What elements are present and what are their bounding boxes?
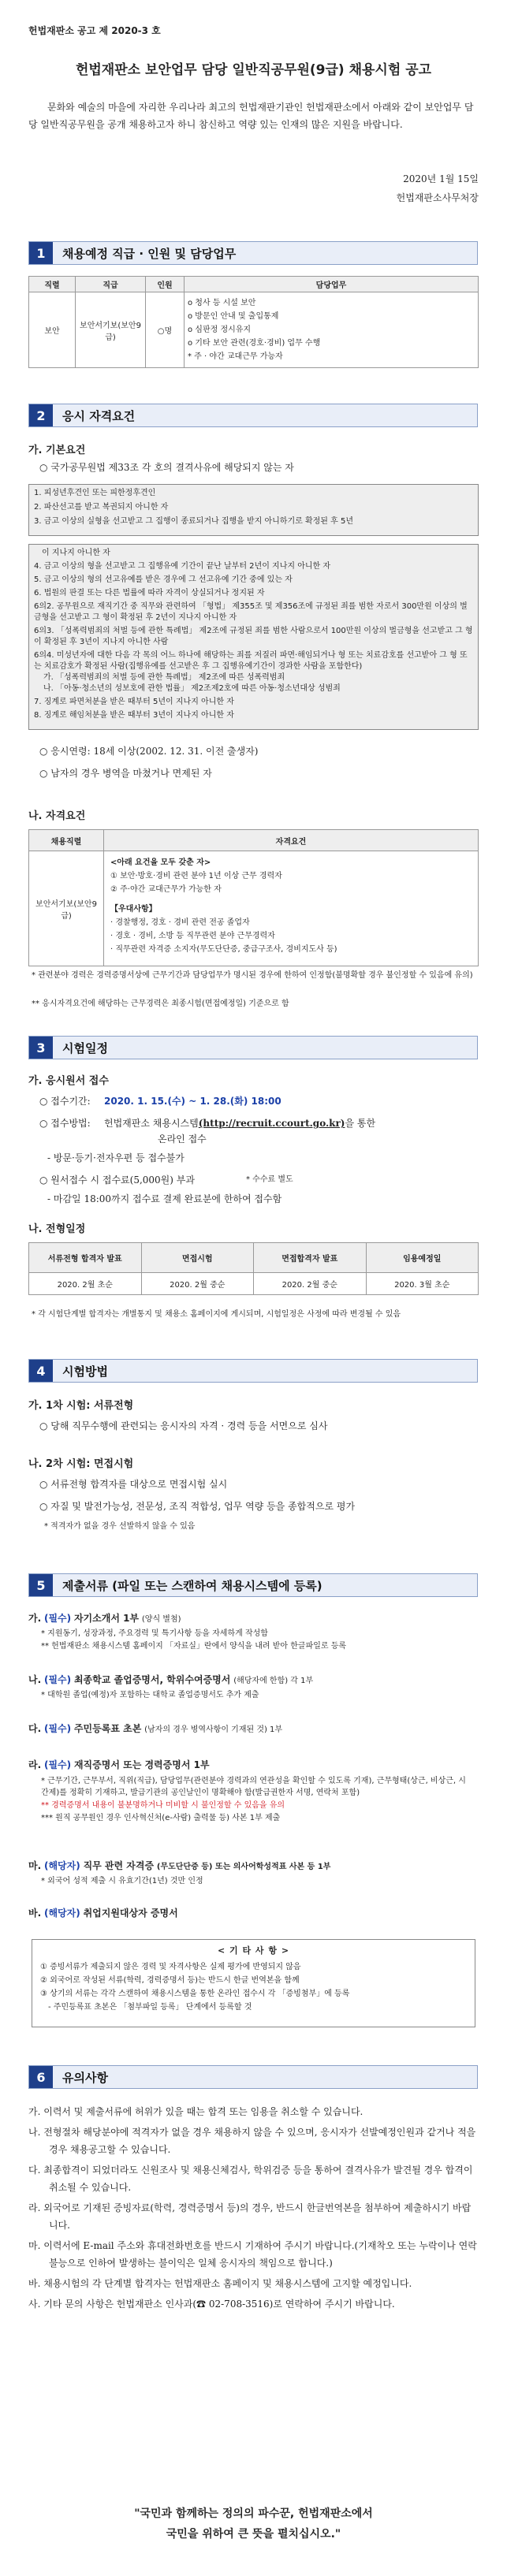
doc-tag: (필수) <box>43 1759 72 1770</box>
doc-tag: (해당자) <box>43 1908 80 1919</box>
doc-title: 최종학교 졸업증명서, 학위수여증명서 <box>73 1674 231 1685</box>
doc-letter: 바. <box>28 1908 42 1919</box>
doc-item-f <box>28 1906 479 1920</box>
closing-line-1: "국민과 함께하는 정의의 파수꾼, 헌법재판소에서 <box>134 2507 373 2520</box>
disq-item: 나. 「아동·청소년의 성보호에 관한 법률」 제2조제2호에 따른 아동·청소년대상 성범죄 <box>43 684 341 693</box>
caution-item: 가. 이력서 및 제출서류에 허위가 있을 때는 합격 또는 임용을 취소할 수 있습니다. <box>28 2106 363 2117</box>
doc-extra: (양식 별첨) <box>141 1615 181 1624</box>
recruit-link[interactable]: (http://recruit.ccourt.go.kr) <box>198 1118 345 1129</box>
pref-item: · 경찰행정, 경호 · 경비 관련 전공 졸업자 <box>110 918 250 927</box>
requirements-cell <box>104 851 479 966</box>
sched-a-period-label: ○ 접수기간: <box>39 1096 91 1107</box>
duty-item: o 기타 보안 관련(경호·경비) 업무 수행 <box>188 339 321 348</box>
doc-extra: (해당자에 한함) 각 1부 <box>233 1677 314 1685</box>
caution-item: 마. 이력서에 E-mail 주소와 휴대전화번호를 반드시 기재하여 주시기 바랍니다.(기재착오 또는 누락이나 연락불능으로 인하여 발생하는 불이익은 일체 응시자의 책임으로 합니다.) <box>28 2240 477 2269</box>
col-header: 면접합격자 발표 <box>254 1243 367 1273</box>
duties-cell <box>185 292 479 368</box>
disq-item: 6의3. 「성폭력범죄의 처벌 등에 관한 특례법」 제2조에 규정된 죄를 범한 사람으로서 100만원 이상의 벌금형을 선고받고 그 형이 확정된 후 3년이 지나지 아니한 사람 <box>34 627 473 646</box>
col-header: 직급 <box>76 277 146 292</box>
disq-item: 2. 파산선고를 받고 복권되지 아니한 자 <box>34 503 169 512</box>
disq-item: 6의4. 미성년자에 대한 다음 각 목의 어느 하나에 해당하는 죄를 저질러 파면·해임되거나 형 또는 치료감호를 선고받아 그 형 또는 치료감호가 확정된 사람(집행유예를 선고받은 후 그 집행유예기간이 경과한 사람을 포함한다) <box>34 651 468 671</box>
notice-number: 헌법재판소 공고 제 2020-3 호 <box>28 25 161 36</box>
exam-2-text: ○ 자질 및 발전가능성, 전문성, 조직 적합성, 업무 역량 등을 종합적으로 평가 <box>39 1501 356 1512</box>
table-cell: 2020. 2월 중순 <box>254 1273 367 1295</box>
exam-2-note: * 적격자가 없을 경우 선발하지 않을 수 있음 <box>44 1522 196 1531</box>
req-item: ① 보안·방호·경비 관련 분야 1년 이상 근무 경력자 <box>110 872 282 880</box>
col-header: 자격요건 <box>104 830 479 851</box>
col-header: 담당업무 <box>185 277 479 292</box>
doc-tag: (필수) <box>43 1613 72 1624</box>
section-title: 시험일정 <box>62 1040 108 1055</box>
doc-tag: (해당자) <box>43 1860 80 1871</box>
disqualification-box-1 <box>28 484 479 536</box>
disq-item: 4. 금고 이상의 형을 선고받고 그 집행유예 기간이 끝난 날부터 2년이 지나지 아니한 자 <box>34 562 331 571</box>
schedule-table <box>28 1242 479 1295</box>
section-1-header <box>28 241 478 265</box>
etc-item: ① 증빙서류가 제출되지 않은 경력 및 자격사항은 실제 평가에 반영되지 않음 <box>40 1963 301 1971</box>
requirements-table <box>28 829 479 966</box>
table-cell: ○명 <box>146 292 185 368</box>
doc-title: 자기소개서 1부 <box>73 1613 140 1624</box>
disq-item: 6의2. 공무원으로 재직기간 중 직무와 관련하여 「형법」 제355조 및 제356조에 규정된 죄를 범한 자로서 300만원 이상의 벌금형을 선고받고 그 형이 확정된 후 2년이 지나지 아니한 자 <box>34 602 468 622</box>
exam-2-text: ○ 서류전형 합격자를 대상으로 면접시험 실시 <box>39 1479 228 1490</box>
section-5-header <box>28 1573 478 1597</box>
qual-basic-text: ○ 국가공무원법 제33조 각 호의 결격사유에 해당되지 않는 자 <box>39 462 294 473</box>
section-title: 채용예정 직급 · 인원 및 담당업무 <box>62 246 237 261</box>
disq-item: 6. 법원의 판결 또는 다른 법률에 따라 자격이 상실되거나 정지된 자 <box>34 589 265 597</box>
section-number: 6 <box>29 2066 53 2088</box>
doc-note: * 대학원 졸업(예정)자 포함하는 대학교 졸업증명서도 추가 제출 <box>41 1691 259 1699</box>
sched-a-method-label: ○ 접수방법: <box>39 1118 91 1129</box>
method-text: 헌법재판소 채용시스템 <box>104 1118 199 1129</box>
doc-item-a <box>28 1611 479 1652</box>
etc-item: ② 외국어로 작성된 서류(학력, 경력증명서 등)는 반드시 한글 번역본을 함께 <box>40 1976 300 1985</box>
caution-item: 라. 외국어로 기재된 증빙자료(학력, 경력증명서 등)의 경우, 반드시 한글번역본을 첨부하여 제출하시기 바랍니다. <box>28 2202 472 2231</box>
caution-item: 사. 기타 문의 사항은 헌법재판소 인사과(☎ 02-708-3516)로 연락하여 주시기 바랍니다. <box>28 2299 395 2310</box>
col-header: 직렬 <box>29 277 76 292</box>
disq-item: 1. 피성년후견인 또는 피한정후견인 <box>34 489 156 497</box>
section-number: 4 <box>29 1360 53 1382</box>
sched-note: * 각 시험단계별 합격자는 개별통지 및 채용소 홈페이지에 게시되며, 시험일정은 사정에 따라 변경될 수 있음 <box>32 1310 401 1319</box>
age-requirement: ○ 응시연령: 18세 이상(2002. 12. 31. 이전 출생자) <box>39 746 259 757</box>
table-cell: 보안서기보(보안9급) <box>29 851 104 966</box>
duty-item: * 주 · 야간 교대근무 가능자 <box>188 352 283 361</box>
section-4-header <box>28 1359 478 1383</box>
section-6-header <box>28 2065 478 2089</box>
caution-item: 바. 채용시험의 각 단계별 합격자는 헌법재판소 홈페이지 및 채용시스템에 고지할 예정입니다. <box>28 2278 412 2289</box>
duty-item: o 심판정 정시유지 <box>188 326 252 334</box>
section-number: 2 <box>29 404 53 426</box>
section-number: 5 <box>29 1574 53 1596</box>
pref-item: · 직무관련 자격증 소지자(무도단단증, 중급구조사, 경비지도사 등) <box>110 945 337 954</box>
doc-note: ** 경력증명서 내용이 불분명하거나 미비할 시 불인정할 수 있음을 유의 <box>41 1801 285 1810</box>
doc-note: * 지원동기, 성장과정, 주요경력 및 특기사항 등을 자세하게 작성함 <box>41 1629 268 1638</box>
doc-title: 주민등록표 초본 <box>73 1723 142 1734</box>
pref-head: 【우대사항】 <box>110 905 157 914</box>
doc-note: *** 원직 공무원인 경우 인사혁신처(e-사람) 출력물 등) 사본 1부 제출 <box>41 1814 281 1822</box>
doc-letter: 가. <box>28 1613 42 1624</box>
sched-a-period: 2020. 1. 15.(수) ~ 1. 28.(화) 18:00 <box>104 1096 281 1107</box>
sched-a-fee-note: * 수수료 별도 <box>246 1175 293 1184</box>
req-item: ② 주·야간 교대근무가 가능한 자 <box>110 885 222 894</box>
doc-extra: (무도단단증 등) 또는 의사어학성적표 사본 등 1부 <box>156 1863 331 1871</box>
doc-tag: (필수) <box>43 1723 72 1734</box>
doc-title: 재직증명서 또는 경력증명서 1부 <box>73 1759 210 1770</box>
closing-line-2: 국민을 위하여 큰 뜻을 펼치십시오." <box>166 2528 341 2541</box>
etc-item: ③ 상기의 서류는 각각 스캔하여 채용시스템을 통한 온라인 접수시 각 「증빙첨부」에 등록 <box>40 1990 350 1998</box>
doc-extra: (남자의 경우 병역사항이 기재된 것) 1부 <box>144 1725 283 1734</box>
doc-letter: 라. <box>28 1759 42 1770</box>
doc-note: * 외국어 성적 제출 시 유효기간(1년) 것만 인정 <box>41 1877 203 1885</box>
section-title: 응시 자격요건 <box>62 408 136 423</box>
etc-title: < 기 타 사 항 > <box>217 1945 290 1956</box>
method-text: 을 통한 <box>345 1118 376 1129</box>
sched-a-deadline: - 마감일 18:00까지 접수료 결제 완료분에 한하여 접수함 <box>47 1193 282 1204</box>
disq-item: 5. 금고 이상의 형의 선고유예를 받은 경우에 그 선고유예 기간 중에 있는 자 <box>34 575 293 584</box>
disq-item: 이 지나지 아니한 자 <box>42 549 110 557</box>
sched-a-method <box>104 1116 375 1130</box>
section-number: 3 <box>29 1037 53 1059</box>
doc-letter: 나. <box>28 1674 42 1685</box>
doc-title: 직무 관련 자격증 <box>83 1860 155 1871</box>
doc-tag: (필수) <box>43 1674 72 1685</box>
table-cell: 보안 <box>29 292 76 368</box>
sched-a-fee: ○ 원서접수 시 접수료(5,000원) 부과 <box>39 1174 195 1186</box>
notice-issuer: 헌법재판소사무처장 <box>396 192 479 203</box>
etc-box <box>32 1939 475 2027</box>
section-number: 1 <box>29 242 53 264</box>
doc-item-b <box>28 1673 479 1701</box>
disq-item: 가. 「성폭력범죄의 처벌 등에 관한 특례법」 제2조에 따른 성폭력범죄 <box>43 673 285 682</box>
disq-item: 7. 징계로 파면처분을 받은 때부터 5년이 지나지 아니한 자 <box>34 698 234 706</box>
req-head: <아래 요건을 모두 갖춘 자> <box>110 858 211 867</box>
doc-item-e <box>28 1859 479 1887</box>
req-note: ** 응시자격요건에 해당하는 근무경력은 최종시험(면접예정일) 기준으로 함 <box>32 1000 289 1008</box>
table-cell: 2020. 2월 초순 <box>29 1273 142 1295</box>
section-3-header <box>28 1036 478 1059</box>
pref-item: · 경호 · 경비, 소방 등 직무관련 분야 근무경력자 <box>110 932 275 940</box>
doc-note: ** 헌법재판소 채용시스템 홈페이지 「자료실」란에서 양식을 내려 받아 한글파일로 등록 <box>41 1642 347 1651</box>
disqualification-box-2 <box>28 544 479 730</box>
col-header: 채용직렬 <box>29 830 104 851</box>
exam-2-title: 나. 2차 시험: 면접시험 <box>28 1458 134 1470</box>
caution-item: 나. 전형절차 해당분야에 적격자가 없을 경우 채용하지 않을 수 있으며, 응시자가 선발예정인원과 같거나 적을 경우 채용공고할 수 있습니다. <box>28 2127 476 2155</box>
exam-1-text: ○ 당해 직무수행에 관련되는 응시자의 자격 · 경력 등을 서면으로 심사 <box>39 1420 328 1431</box>
col-header: 면접시험 <box>141 1243 254 1273</box>
disq-item: 8. 징계로 해임처분을 받은 때부터 3년이 지나지 아니한 자 <box>34 711 234 720</box>
exam-1-title: 가. 1차 시험: 서류전형 <box>28 1400 134 1412</box>
qual-basic-title: 가. 기본요건 <box>28 445 86 456</box>
cautions-list <box>28 2103 479 2316</box>
doc-item-c <box>28 1722 479 1736</box>
doc-note: * 근무기간, 근무부서, 직위(직급), 담당업무(관련분야 경력과의 연관성을 확인할 수 있도록 기재), 근무형태(상근, 비상근, 시간제)를 정확히 기재하고, 발급기관의 공인날인이 명확해야 함(발급권한자 서명, 연락처 포함) <box>41 1777 466 1797</box>
sched-a-method-note: - 방문·등기·전자우편 등 접수불가 <box>47 1152 185 1163</box>
job-table <box>28 276 479 368</box>
section-2-header <box>28 404 478 427</box>
section-title: 유의사항 <box>62 2070 108 2085</box>
intro-paragraph: 문화와 예술의 마을에 자리한 우리나라 최고의 헌법재판기관인 헌법재판소에서 아래와 같이 보안업무 담당 일반직공무원을 공개 채용하고자 하니 참신하고 역량 있는 인재의 많은 지원을 바랍니다. <box>28 102 474 130</box>
disq-item: 3. 금고 이상의 실형을 선고받고 그 집행이 종료되거나 집행을 받지 아니하기로 확정된 후 5년 <box>34 517 353 526</box>
table-cell: 2020. 3월 초순 <box>366 1273 479 1295</box>
page-title: 헌법재판소 보안업무 담당 일반직공무원(9급) 채용시험 공고 <box>75 62 432 78</box>
caution-item: 다. 최종합격이 되었더라도 신원조사 및 채용신체검사, 학위검증 등을 통하여 결격사유가 발견될 경우 합격이 취소될 수 있습니다. <box>28 2165 473 2193</box>
duty-item: o 청사 등 시설 보안 <box>188 299 256 307</box>
col-header: 서류전형 합격자 발표 <box>29 1243 142 1273</box>
section-title: 시험방법 <box>62 1364 108 1379</box>
sched-a-method-line2: 온라인 접수 <box>158 1134 207 1145</box>
etc-item: - 주민등록표 초본은 「첨부파일 등록」 단계에서 등록할 것 <box>48 2003 252 2012</box>
gender-requirement: ○ 남자의 경우 병역을 마쳤거나 면제된 자 <box>39 768 212 779</box>
table-cell: 보안서기보(보안9급) <box>76 292 146 368</box>
doc-letter: 마. <box>28 1860 42 1871</box>
doc-letter: 다. <box>28 1723 42 1734</box>
duty-item: o 방문인 안내 및 출입통제 <box>188 312 279 321</box>
section-title: 제출서류 (파일 또는 스캔하여 채용시스템에 등록) <box>62 1578 322 1593</box>
doc-item-d <box>28 1758 479 1824</box>
sched-b-title: 나. 전형일정 <box>28 1223 86 1235</box>
sched-a-title: 가. 응시원서 접수 <box>28 1075 109 1087</box>
col-header: 임용예정일 <box>366 1243 479 1273</box>
doc-title: 취업지원대상자 증명서 <box>83 1908 178 1919</box>
notice-date: 2020년 1월 15일 <box>403 173 479 184</box>
req-note: * 관련분야 경력은 경력증명서상에 근무기간과 담당업무가 명시된 경우에 한하여 인정함(불명확할 경우 불인정할 수 있음에 유의) <box>32 971 473 980</box>
col-header: 인원 <box>146 277 185 292</box>
table-cell: 2020. 2월 중순 <box>141 1273 254 1295</box>
qual-req-title: 나. 자격요건 <box>28 810 86 822</box>
